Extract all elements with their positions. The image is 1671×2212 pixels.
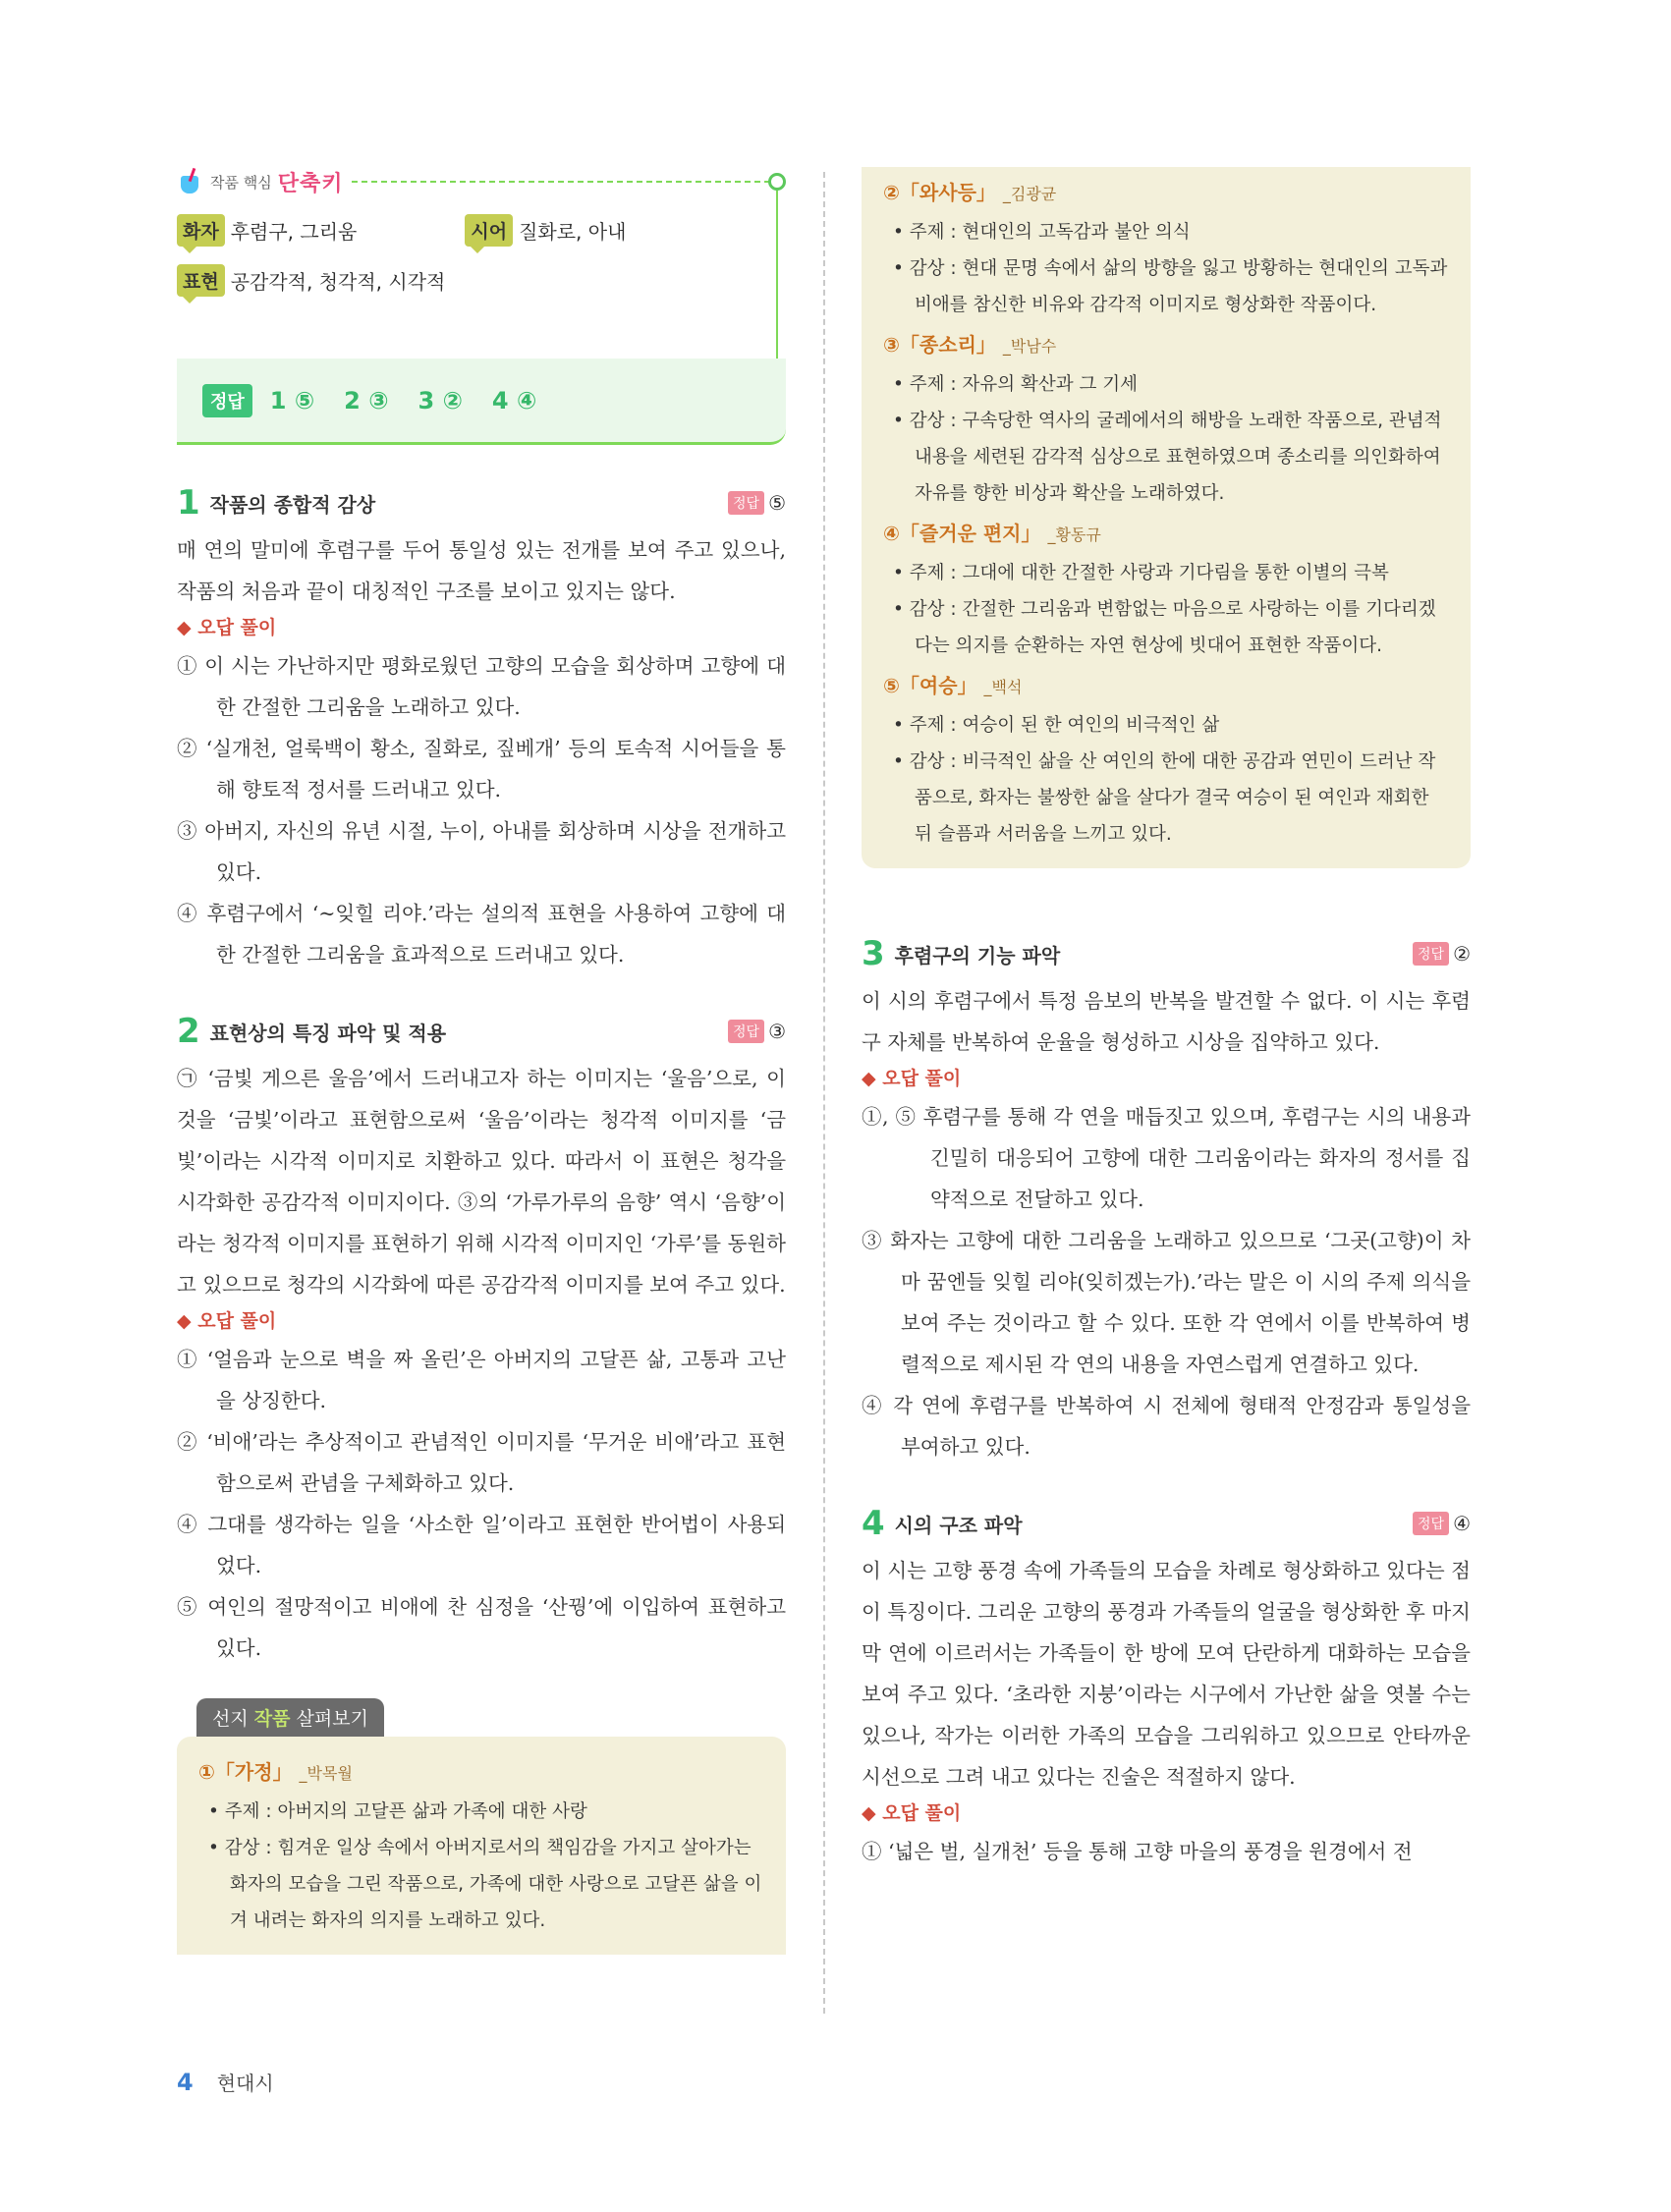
answer-value: ③ <box>768 1020 786 1043</box>
work-line: • 감상 : 현대 문명 속에서 삶의 방향을 잃고 방황하는 현대인의 고독과 비애를 참신한 비유와 감각적 이미지로 형상화한 작품이다. <box>893 258 1448 315</box>
list-item: ③ 아버지, 자신의 유년 시절, 누이, 아내를 회상하며 시상을 전개하고 있다. <box>177 819 786 884</box>
explanation-text: 매 연의 말미에 후렴구를 두어 통일성 있는 전개를 보여 주고 있으나, 작품의 처음과 끝이 대칭적인 구조를 보이고 있지는 않다. <box>177 538 786 603</box>
work-line: • 주제 : 여승이 된 한 여인의 비극적인 삶 <box>893 715 1220 736</box>
left-column <box>177 167 786 1955</box>
question-title: 시의 구조 파악 <box>894 1513 1023 1537</box>
answer-item: 4 ④ <box>491 386 537 415</box>
question-answer <box>728 1020 786 1043</box>
tag-poetic-word: 시어 <box>465 214 513 247</box>
work-name: ④「즐거운 편지」 <box>883 522 1041 545</box>
work-name: ①「가정」 <box>198 1760 293 1784</box>
work-name: ⑤「여승」 <box>883 674 977 697</box>
wrong-answer-heading: ◆ 오답 풀이 <box>862 1068 962 1089</box>
question-title: 후렴구의 기능 파악 <box>894 943 1061 968</box>
work-title <box>883 518 1449 551</box>
answer-value: ④ <box>1453 1512 1471 1535</box>
right-column <box>862 167 1471 1872</box>
work-line: • 감상 : 힘겨운 일상 속에서 아버지로서의 책임감을 가지고 살아가는 화자의 모습을 그린 작품으로, 가족에 대한 사랑으로 고달픈 삶을 이겨 내려는 화자의 의지를 노래하고 있다. <box>208 1838 762 1931</box>
answer-item: 3 ② <box>418 386 463 415</box>
work-line: • 감상 : 간절한 그리움과 변함없는 마음으로 사랑하는 이를 기다리겠다는 의지를 순환하는 자연 현상에 빗대어 표현한 작품이다. <box>893 599 1436 656</box>
dashed-line <box>352 181 771 183</box>
question-header <box>862 934 1471 973</box>
list-item: ①, ⑤ 후렴구를 통해 각 연을 매듭짓고 있으며, 후렴구는 시의 내용과 긴밀히 대응되어 고향에 대한 그리움이라는 화자의 정서를 집약적으로 전달하고 있다. <box>862 1105 1471 1211</box>
list-item: ① 이 시는 가난하지만 평화로웠던 고향의 모습을 회상하며 고향에 대한 간절한 그리움을 노래하고 있다. <box>177 654 786 719</box>
answer-box <box>177 359 786 445</box>
work-title <box>883 670 1449 703</box>
key-box-header <box>177 167 786 196</box>
work-name: ②「와사등」 <box>883 181 996 204</box>
work-title <box>883 329 1449 362</box>
key-value: 질화로, 아내 <box>519 220 627 244</box>
list-item: ③ 화자는 고향에 대한 그리움을 노래하고 있으므로 ‘그곳(고향)이 차마 꿈엔들 잊힐 리야(잊히겠는가).’라는 말은 이 시의 주제 의식을 보여 주는 것이라고 할 수 있다. 또한 각 연에서 이를 반복하여 병렬적으로 제시된 각 연의 내용을 자연스럽게 연결하고 있다. <box>862 1229 1471 1376</box>
answer-tag: 정답 <box>1413 942 1449 966</box>
wrong-answer-heading: ◆ 오답 풀이 <box>177 617 277 638</box>
extra-works-box <box>177 1737 786 1955</box>
work-line: • 감상 : 구속당한 역사의 굴레에서의 해방을 노래한 작품으로, 관념적 내용을 세련된 감각적 심상으로 표현하였으며 종소리를 의인화하여 자유를 향한 비상과 확산을 노래하였다. <box>893 411 1442 504</box>
key-row <box>177 214 786 247</box>
work-line: • 주제 : 아버지의 고달픈 삶과 가족에 대한 사랑 <box>208 1801 587 1822</box>
list-item: ④ 각 연에 후렴구를 반복하여 시 전체에 형태적 안정감과 통일성을 부여하고 있다. <box>862 1394 1471 1459</box>
answer-tag: 정답 <box>728 491 764 515</box>
work-author: _백석 <box>983 678 1023 696</box>
extra-works-tab <box>196 1698 384 1737</box>
question-header <box>177 483 786 523</box>
list-item: ① ‘얼음과 눈으로 벽을 짜 올린’은 아버지의 고달픈 삶, 고통과 고난을 상징한다. <box>177 1348 786 1412</box>
page-footer <box>177 2068 274 2096</box>
answer-value: ② <box>1453 942 1471 966</box>
work-author: _박남수 <box>1002 337 1057 356</box>
page-number: 4 <box>177 2068 194 2096</box>
tag-speaker: 화자 <box>177 214 225 247</box>
key-value: 공감각적, 청각적, 시각적 <box>230 270 446 294</box>
question-number: 3 <box>862 934 885 973</box>
question-title: 표현상의 특징 파악 및 적용 <box>209 1021 447 1045</box>
answer-tag: 정답 <box>1413 1512 1449 1535</box>
answer-label: 정답 <box>202 384 252 417</box>
tag-expression: 표현 <box>177 264 225 297</box>
answer-tag: 정답 <box>728 1020 764 1043</box>
tab-text: 선지 <box>212 1708 249 1730</box>
key-row <box>177 264 786 297</box>
work-name: ③「종소리」 <box>883 333 996 357</box>
list-item: ① ‘넓은 벌, 실개천’ 등을 통해 고향 마을의 풍경을 원경에서 전 <box>862 1840 1413 1863</box>
wrong-answer-heading: ◆ 오답 풀이 <box>862 1802 962 1824</box>
work-title <box>883 177 1449 210</box>
question-title: 작품의 종합적 감상 <box>209 492 376 517</box>
work-line: • 주제 : 현대인의 고독감과 불안 의식 <box>893 222 1191 243</box>
extra-works-box-continued <box>862 167 1471 868</box>
answer-value: ⑤ <box>768 491 786 515</box>
book-section-title: 현대시 <box>216 2072 274 2095</box>
question-header <box>177 1012 786 1051</box>
key-box-title: 단축키 <box>277 171 344 196</box>
key-box-subtitle: 작품 핵심 <box>210 173 272 192</box>
list-item: ④ 그대를 생각하는 일을 ‘사소한 일’이라고 표현한 반어법이 사용되었다. <box>177 1513 786 1577</box>
key-value: 후렴구, 그리움 <box>230 220 358 244</box>
answer-item: 1 ⑤ <box>269 386 315 415</box>
list-item: ⑤ 여인의 절망적이고 비애에 찬 심정을 ‘산꿩’에 이입하여 표현하고 있다. <box>177 1595 786 1660</box>
work-line: • 주제 : 자유의 확산과 그 기세 <box>893 374 1139 395</box>
question-header <box>862 1504 1471 1543</box>
work-line: • 주제 : 그대에 대한 간절한 사랑과 기다림을 통한 이별의 극복 <box>893 563 1389 583</box>
work-author: _황동규 <box>1047 525 1101 544</box>
list-item: ② ‘실개천, 얼룩백이 황소, 질화로, 짚베개’ 등의 토속적 시어들을 통해 향토적 정서를 드러내고 있다. <box>177 737 786 802</box>
answer-item: 2 ③ <box>344 386 389 415</box>
circle-marker-icon <box>768 173 786 191</box>
list-item: ④ 후렴구에서 ‘~잊힐 리야.’라는 설의적 표현을 사용하여 고향에 대한 간절한 그리움을 효과적으로 드러내고 있다. <box>177 902 786 967</box>
tab-text-bold: 작품 <box>253 1708 291 1730</box>
work-author: _김광균 <box>1002 185 1057 203</box>
work-line: • 감상 : 비극적인 삶을 산 여인의 한에 대한 공감과 연민이 드러난 작품으로, 화자는 불쌍한 삶을 살다가 결국 여승이 된 여인과 재회한 뒤 슬픔과 서러움을 느끼고 있다. <box>893 751 1436 845</box>
work-title <box>198 1756 764 1790</box>
question-answer <box>1413 1512 1471 1535</box>
explanation-text: 이 시의 후렴구에서 특정 음보의 반복을 발견할 수 없다. 이 시는 후렴구 자체를 반복하여 운율을 형성하고 시상을 집약하고 있다. <box>862 989 1471 1054</box>
key-summary-box <box>177 167 786 447</box>
question-number: 1 <box>177 483 200 523</box>
explanation-text: 이 시는 고향 풍경 속에 가족들의 모습을 차례로 형상화하고 있다는 점이 특징이다. 그리운 고향의 풍경과 가족들의 얼굴을 형상화한 후 마지막 연에 이르러서는 가족들이 한 방에 모여 단란하게 대화하는 모습을 보여 주고 있다. ‘초라한 지붕’이라는 시구에서 가난한 삶을 엿볼 수는 있으나, 작가는 이러한 가족의 모습을 그리워하고 있으므로 안타까운 시선으로 그려 내고 있다는 진술은 적절하지 않다. <box>862 1559 1471 1789</box>
question-number: 2 <box>177 1012 200 1051</box>
question-number: 4 <box>862 1504 885 1543</box>
question-answer <box>728 491 786 515</box>
drink-icon <box>177 168 204 195</box>
tab-text: 살펴보기 <box>296 1708 368 1730</box>
list-item: ② ‘비애’라는 추상적이고 관념적인 이미지를 ‘무거운 비애’라고 표현함으로써 관념을 구체화하고 있다. <box>177 1430 786 1495</box>
explanation-text: ㉠ ‘금빛 게으른 울음’에서 드러내고자 하는 이미지는 ‘울음’으로, 이것을 ‘금빛’이라고 표현함으로써 ‘울음’이라는 청각적 이미지를 ‘금빛’이라는 시각적 이미지로 치환하고 있다. 따라서 이 표현은 청각을 시각화한 공감각적 이미지이다. ③의 ‘가루가루의 음향’ 역시 ‘음향’이라는 청각적 이미지를 표현하기 위해 시각적 이미지인 ‘가루’를 동원하고 있으므로 청각의 시각화에 따른 공감각적 이미지를 보여 주고 있다. <box>177 1067 786 1297</box>
question-answer <box>1413 942 1471 966</box>
column-divider <box>823 172 825 2014</box>
wrong-answer-heading: ◆ 오답 풀이 <box>177 1310 277 1332</box>
work-author: _박목월 <box>299 1764 353 1783</box>
